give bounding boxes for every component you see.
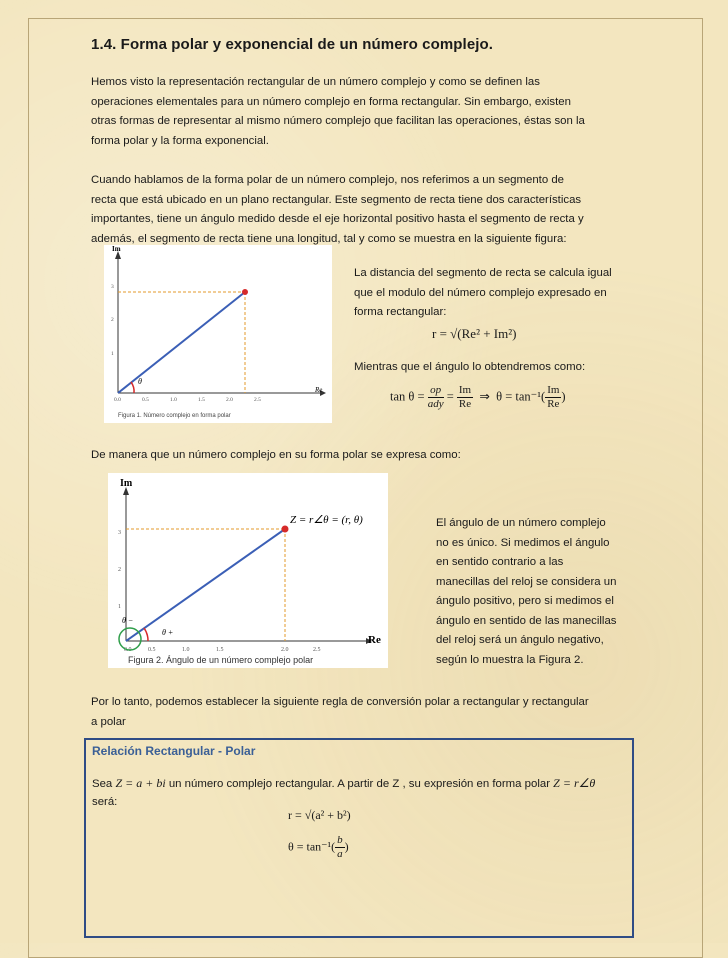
angle-explanation: Mientras que el ángulo lo obtendremos como: [354, 361, 586, 373]
x-tick: 0.5 [142, 397, 149, 403]
positive-angle-label: θ + [162, 628, 174, 637]
text-line: según lo muestra la Figura 2. [436, 653, 584, 666]
box-definition-line [92, 774, 630, 795]
intro-paragraph [91, 73, 636, 151]
z-rectangular: Z = a + bi [115, 776, 166, 790]
x-tick: 2.0 [226, 397, 233, 403]
figure-2-plot [108, 473, 388, 668]
conversion-rule-paragraph [91, 693, 636, 732]
text-line: La distancia del segmento de recta se calcula igual [354, 267, 612, 279]
denominator: Re [458, 398, 472, 410]
x-tick: 1.0 [170, 397, 177, 403]
text-line: importantes, tiene un ángulo medido desde el eje horizontal positivo hasta el segmento de recta y [91, 213, 584, 225]
text-line: a polar [91, 715, 126, 728]
z-polar: Z = r∠θ [553, 776, 596, 790]
figure-caption: Figura 2. Ángulo de un número complejo polar [128, 655, 314, 665]
y-axis-label: Im [120, 478, 133, 489]
modulus-explanation [354, 264, 634, 323]
fraction-b-a [335, 834, 345, 861]
text-line: El ángulo de un número complejo [436, 517, 606, 529]
fraction-im-re-2 [545, 384, 561, 411]
x-tick: 2.5 [313, 647, 321, 653]
figure-1-plot [104, 245, 332, 423]
box-text: un número complejo rectangular. A partir de Z , su expresión en forma polar [168, 778, 550, 790]
box-equation-theta: θ = tan⁻¹( $\frac{b}{a}$ ) [288, 834, 349, 860]
theta-arctan: θ = tan⁻¹ [288, 839, 332, 854]
polar-intro-paragraph [91, 171, 636, 249]
x-tick: 1.5 [198, 397, 205, 403]
y-tick: 3 [118, 530, 121, 536]
tan-theta: tan θ = [390, 389, 425, 404]
denominator: a [337, 848, 343, 860]
fraction-im-re [457, 384, 473, 411]
box-equation-r: r = √(a² + b²) [288, 808, 351, 822]
angle-equation: tan θ = $\frac{op}{\text{ady}}$ = $\frac{Im}{Re}$ ⇒ θ = tan⁻¹( $\frac{Im}{Re}$ ) [390, 384, 566, 410]
point-marker [242, 289, 248, 295]
box-text: será: [92, 796, 118, 808]
x-axis-label: Re [315, 386, 323, 394]
y-tick: 1 [118, 604, 121, 610]
angle-arc [131, 382, 134, 393]
figure-1 [104, 245, 332, 423]
text-line: otras formas de representar al mismo número complejo que facilitan las operaciones, éstas son la [91, 115, 585, 127]
x-tick: 2.5 [254, 397, 261, 403]
angle-sign-explanation [436, 514, 636, 670]
section-title: 1.4. Forma polar y exponencial de un número complejo. [91, 36, 494, 53]
text-line: recta que está ubicado en un plano rectangular. Este segmento de recta tiene dos características [91, 193, 582, 206]
text-line: operaciones elementales para un número complejo en forma rectangular. Sin embargo, existen [91, 95, 571, 108]
point-label: Z = r∠θ = (r, θ) [290, 514, 363, 526]
box-text: Sea [92, 778, 113, 790]
text-line: del reloj será un ángulo negativo, [436, 634, 604, 646]
text-line: que el modulo del número complejo expresado en [354, 286, 607, 299]
point-marker [282, 526, 289, 533]
polar-form-intro: De manera que un número complejo en su forma polar se expresa como: [91, 449, 461, 461]
figure-caption: Figura 1. Número complejo en forma polar [118, 413, 231, 419]
x-tick: 0.0 [124, 647, 132, 653]
y-tick: 2 [118, 567, 121, 573]
rectangular-polar-box [84, 738, 634, 938]
text-line: manecillas del reloj se considera un [436, 575, 617, 588]
text-line: Por lo tanto, podemos establecer la siguiente regla de conversión polar a rectangular y rectangular [91, 696, 589, 708]
numerator: b [337, 834, 343, 846]
implies-arrow-icon: ⇒ [479, 389, 490, 404]
vector-segment [126, 529, 285, 641]
numerator: Im [547, 384, 560, 396]
numerator: op [430, 384, 442, 396]
text-line: en sentido contrario a las [436, 556, 564, 568]
y-tick: 1 [111, 351, 114, 357]
equals-sign: = [446, 389, 454, 404]
fraction-op-ady [428, 384, 444, 411]
y-tick: 2 [111, 317, 114, 323]
angle-label: θ [138, 377, 142, 386]
modulus-equation: r = √(Re² + Im²) [432, 326, 517, 341]
theta-arctan: θ = tan⁻¹ [496, 389, 542, 404]
numerator: Im [458, 384, 472, 396]
figure-2 [108, 473, 388, 668]
y-tick: 3 [111, 284, 114, 290]
text-line: además, el segmento de recta tiene una longitud, tal y como se muestra en la siguiente figura: [91, 232, 567, 245]
negative-angle-label: θ − [122, 616, 134, 625]
box-title: Relación Rectangular - Polar [92, 744, 256, 758]
text-line: forma polar y la forma exponencial. [91, 134, 269, 147]
x-tick: 1.0 [182, 647, 190, 653]
x-tick: 1.5 [216, 647, 224, 653]
text-line: ángulo en sentido de las manecillas [436, 614, 617, 627]
text-line: no es único. Si medimos el ángulo [436, 536, 610, 549]
text-line: Hemos visto la representación rectangular de un número complejo y como se definen las [91, 76, 540, 88]
x-tick: 0.5 [148, 647, 156, 653]
x-tick: 0.0 [114, 397, 121, 403]
positive-angle-arc [144, 628, 148, 641]
text-line: ángulo positivo, pero si medimos el [436, 595, 614, 607]
denominator: ady [427, 398, 444, 410]
y-axis-label: Im [112, 245, 121, 253]
text-line: Cuando hablamos de la forma polar de un número complejo, nos referimos a un segmento de [91, 174, 564, 186]
text-line: forma rectangular: [354, 306, 447, 318]
x-tick: 2.0 [281, 647, 289, 653]
x-axis-label: Re [368, 634, 381, 646]
denominator: Re [547, 398, 560, 410]
